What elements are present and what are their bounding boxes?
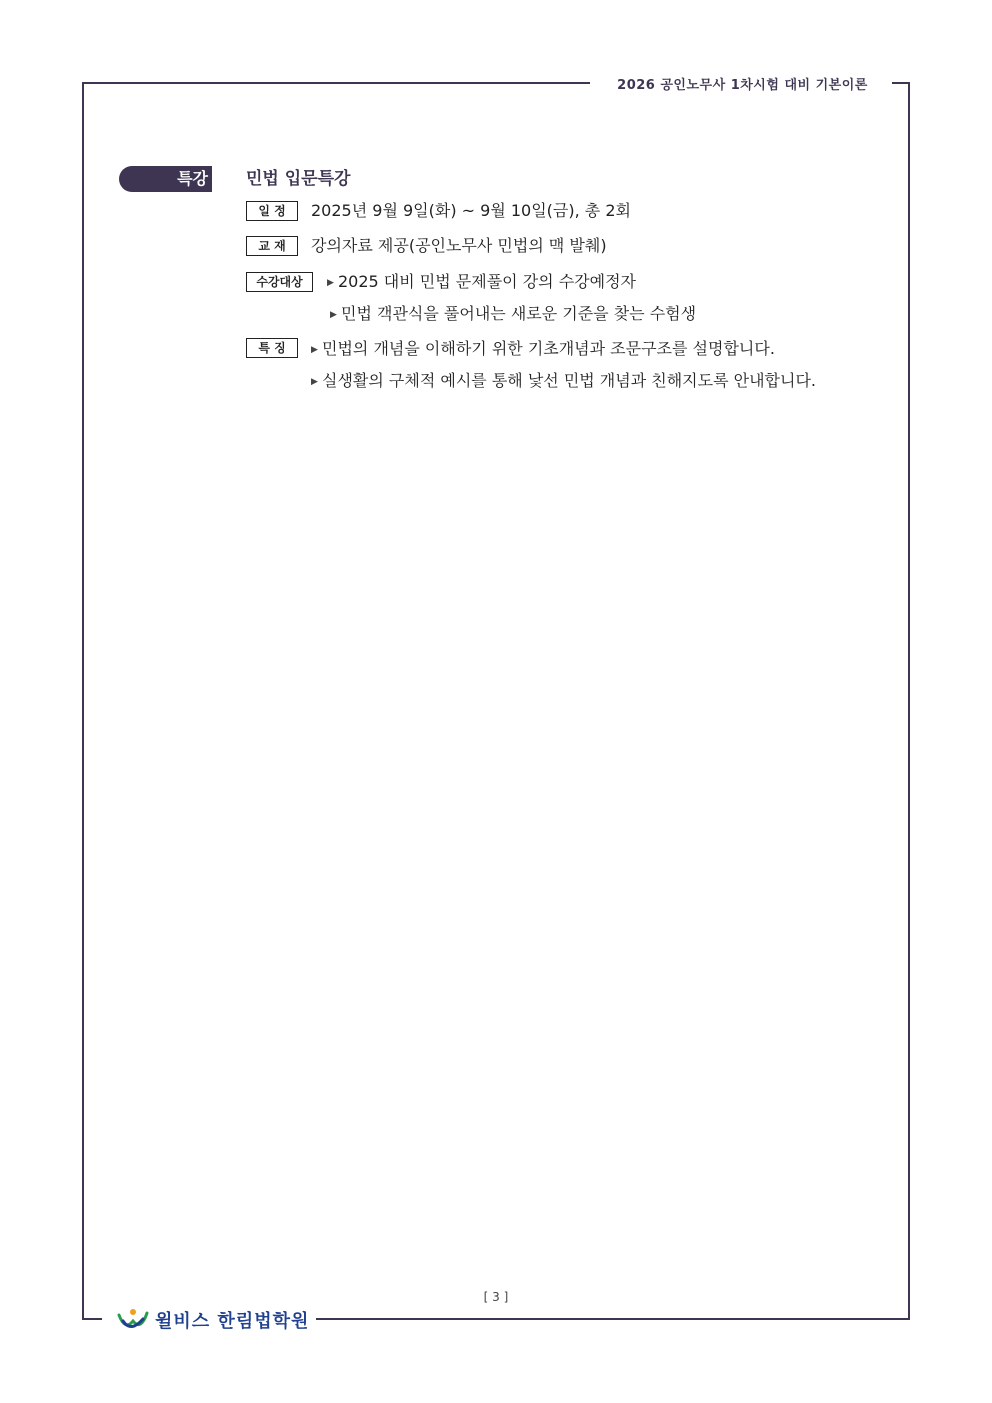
- target-label: 수강대상: [246, 272, 313, 292]
- frame-bottom-left: [82, 1318, 102, 1320]
- section-badge: 특강: [119, 166, 212, 192]
- frame-top-left: [82, 82, 590, 84]
- page-number: [ 3 ]: [483, 1290, 509, 1304]
- target-item-text: 2025 대비 민법 문제풀이 강의 수강예정자: [338, 272, 636, 291]
- features-label: 특 징: [246, 338, 298, 358]
- triangle-bullet-icon: ▶: [311, 377, 318, 387]
- header-title: 2026 공인노무사 1차시험 대비 기본이론: [617, 78, 868, 93]
- textbook-label: 교 재: [246, 236, 298, 256]
- triangle-bullet-icon: ▶: [311, 345, 318, 355]
- schedule-label: 일 정: [246, 201, 298, 221]
- target-item: [327, 271, 636, 294]
- triangle-bullet-icon: ▶: [330, 310, 337, 320]
- textbook-value: 강의자료 제공(공인노무사 민법의 맥 발췌): [311, 236, 607, 255]
- schedule-value: 2025년 9월 9일(화) ~ 9월 10일(금), 총 2회: [311, 201, 631, 220]
- features-item: [311, 338, 775, 361]
- willbes-logo-icon: [117, 1307, 149, 1333]
- triangle-bullet-icon: ▶: [327, 278, 334, 288]
- section-title: 민법 입문특강: [246, 169, 351, 189]
- features-item-text: 실생활의 구체적 예시를 통해 낯선 민법 개념과 친해지도록 안내합니다.: [322, 371, 816, 390]
- features-item-text: 민법의 개념을 이해하기 위한 기초개념과 조문구조를 설명합니다.: [322, 339, 775, 358]
- frame-left: [82, 82, 84, 1320]
- target-item-text: 민법 객관식을 풀어내는 새로운 기준을 찾는 수험생: [341, 304, 697, 323]
- target-item: [330, 303, 696, 326]
- logo-text: 윌비스 한림법학원: [155, 1311, 310, 1332]
- frame-bottom-right: [316, 1318, 910, 1320]
- features-item: [311, 370, 816, 393]
- logo: [117, 1306, 309, 1334]
- frame-right: [908, 82, 910, 1320]
